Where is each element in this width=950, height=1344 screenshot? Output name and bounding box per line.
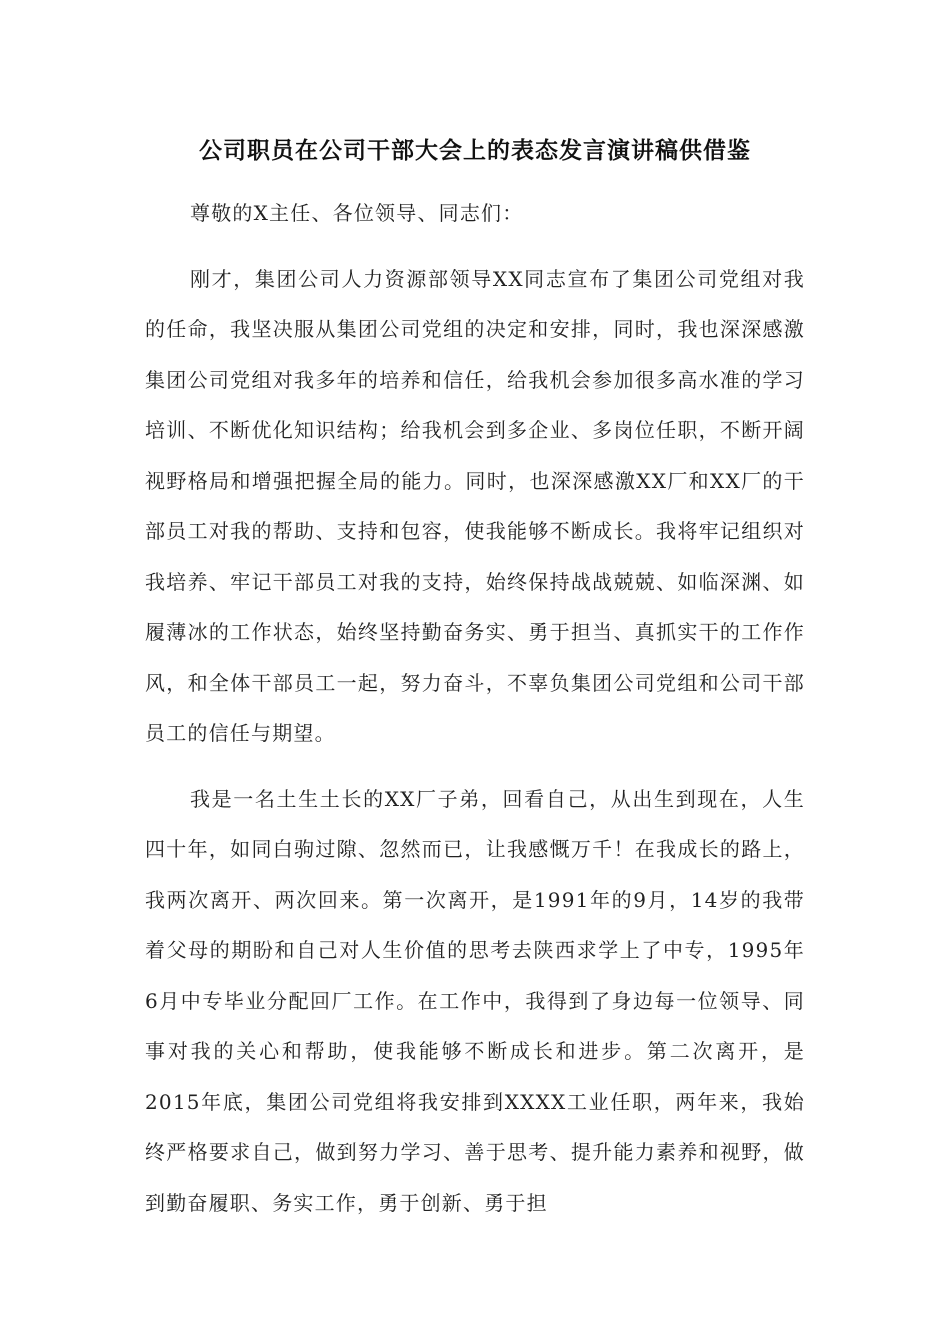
paragraph-2: 我是一名土生土长的XX厂子弟，回看自己，从出生到现在，人生四十年，如同白驹过隙、忽然而已，让我感慨万千！在我成长的路上，我两次离开、两次回来。第一次离开，是1991年的9月，14岁的我带着父母的期盼和自己对人生价值的思考去陕西求学上了中专，1995年6月中专毕业分配回厂工作。在工作中，我得到了身边每一位领导、同事对我的关心和帮助，使我能够不断成长和进步。第二次离开，是2015年底，集团公司党组将我安排到XXXX工业任职，两年来，我始终严格要求自己，做到努力学习、善于思考、提升能力素养和视野，做到勤奋履职、务实工作，勇于创新、勇于担 [145, 786, 805, 1215]
document-title: 公司职员在公司干部大会上的表态发言演讲稿供借鉴 [199, 138, 751, 164]
salutation: 尊敬的X主任、各位领导、同志们： [190, 201, 524, 225]
document-body [145, 188, 805, 1228]
paragraph-1: 刚才，集团公司人力资源部领导XX同志宣布了集团公司党组对我的任命，我坚决服从集团公司党组的决定和安排，同时，我也深深感激集团公司党组对我多年的培养和信任，给我机会参加很多高水准的学习培训、不断优化知识结构；给我机会到多企业、多岗位任职，不断开阔视野格局和增强把握全局的能力。同时，也深深感激XX厂和XX厂的干部员工对我的帮助、支持和包容，使我能够不断成长。我将牢记组织对我培养、牢记干部员工对我的支持，始终保持战战兢兢、如临深渊、如履薄冰的工作状态，始终坚持勤奋务实、勇于担当、真抓实干的工作作风，和全体干部员工一起，努力奋斗，不辜负集团公司党组和公司干部员工的信任与期望。 [145, 266, 805, 745]
